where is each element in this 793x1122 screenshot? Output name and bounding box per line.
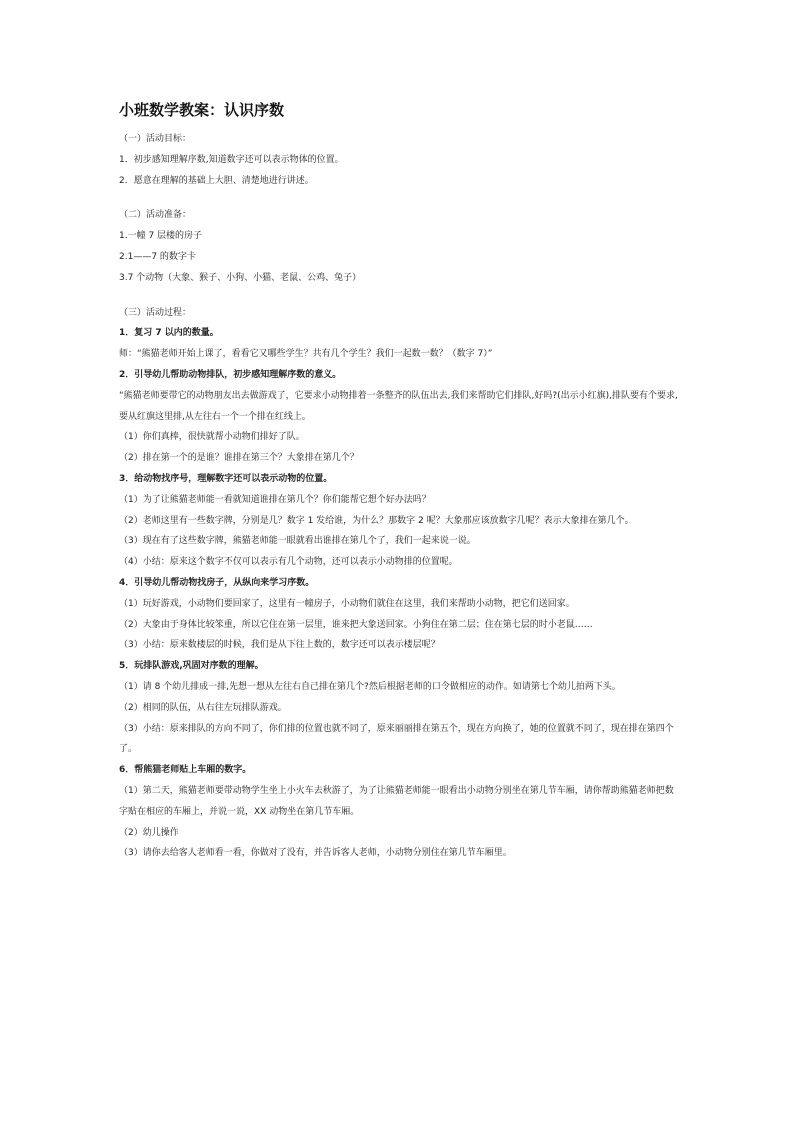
process-line: （1）你们真棒，很快就帮小动物们排好了队。 xyxy=(119,432,305,443)
process-line: （4）小结：原来这个数字不仅可以表示有几个动物，还可以表示小动物排的位置呢。 xyxy=(119,557,458,568)
goal-item: 2．愿意在理解的基础上大胆、清楚地进行讲述。 xyxy=(119,175,314,186)
section-heading-goals: （一）活动目标： xyxy=(119,134,192,144)
process-step-heading: 2．引导幼儿帮助动物排队，初步感知理解序数的意义。 xyxy=(119,369,342,380)
process-line: （1）第二天，熊猫老师要带动物学生坐上小火车去秋游了，为了让熊猫老师能一眼看出小动物分别坐在第几节车厢，请你帮助熊猫老师把数字贴在相应的车厢上，并说一说，XX 动物坐在第几节车厢。 xyxy=(119,785,674,817)
process-step-heading: 4．引导幼儿帮动物找房子，从纵向来学习序数。 xyxy=(119,577,315,588)
process-line: （3）请你去给客人老师看一看，你做对了没有，并告诉客人老师，小动物分别住在第几节车厢里。 xyxy=(119,848,512,859)
paragraph-gap xyxy=(119,191,679,205)
document-title: 小班数学教案：认识序数 xyxy=(119,101,285,119)
process-step-heading: 3．给动物找序号，理解数字还可以表示动物的位置。 xyxy=(119,473,333,484)
process-step-heading: 5．玩排队游戏,巩固对序数的理解。 xyxy=(119,661,264,672)
paragraph-gap xyxy=(119,289,679,303)
prep-item: 2.1——7 的数字卡 xyxy=(119,251,196,262)
process-line: （1）为了让熊猫老师能一看就知道谁排在第几个？你们能帮它想个好办法吗？ xyxy=(119,494,431,505)
process-step-heading: 1．复习 7 以内的数量。 xyxy=(119,328,219,339)
goal-item: 1．初步感知理解序数,知道数字还可以表示物体的位置。 xyxy=(119,154,344,165)
process-line: （2）排在第一个的是谁？谁排在第三个？大象排在第几个？ xyxy=(119,453,359,464)
process-step-heading: 6．帮熊猫老师贴上车厢的数字。 xyxy=(119,765,252,776)
process-line: （2）老师这里有一些数字牌，分别是几？数字 1 发给谁，为什么？那数字 2 呢？大象那应该放数字几呢？表示大象排在第几个。 xyxy=(119,515,634,526)
prep-item: 3.7 个动物（大象、猴子、小狗、小猫、老鼠、公鸡、兔子） xyxy=(119,272,362,283)
process-line: 师：“熊猫老师开始上课了，看看它又哪些学生？共有几个学生？我们一起数一数？（数字 7）” xyxy=(119,349,493,360)
process-line: （2）大象由于身体比较笨重，所以它住在第一层里，谁来把大象送回家。小狗住在第二层；住在第七层的时小老鼠…… xyxy=(119,619,593,630)
process-line: （2）幼儿操作 xyxy=(119,827,179,838)
process-line: （3）小结：原来排队的方向不同了，你们排的位置也就不同了，原来丽丽排在第五个，现在方向换了，她的位置就不同了，现在排在第四个了。 xyxy=(119,723,674,755)
section-heading-process: （三）活动过程： xyxy=(119,307,192,318)
process-line: “熊猫老师要带它的动物朋友出去做游戏了，它要求小动物排着一条整齐的队伍出去,我们来帮助它们排队,好吗?(出示小红旗),排队要有个要求,要从红旗这里排,从左往右一个一个排在红线上。 xyxy=(119,390,678,422)
document-body xyxy=(119,100,679,864)
process-line: （1）请 8 个幼儿排成一排,先想一想从左往右自己排在第几个?然后根据老师的口令做相应的动作。如请第七个幼儿拍两下头。 xyxy=(119,681,621,692)
process-line: （3）小结：原来数楼层的时候，我们是从下往上数的，数字还可以表示楼层呢？ xyxy=(119,640,440,651)
section-heading-preparation: （二）活动准备： xyxy=(119,210,192,221)
prep-item: 1.一幢 7 层楼的房子 xyxy=(119,231,203,242)
process-line: （1）玩好游戏，小动物们要回家了，这里有一幢房子，小动物们就住在这里，我们来帮助小动物，把它们送回家。 xyxy=(119,598,575,609)
process-line: （3）现在有了这些数字牌，熊猫老师能一眼就看出谁排在第几个了，我们一起来说一说。 xyxy=(119,536,476,547)
process-line: （2）相同的队伍，从右往左玩排队游戏。 xyxy=(119,702,287,713)
